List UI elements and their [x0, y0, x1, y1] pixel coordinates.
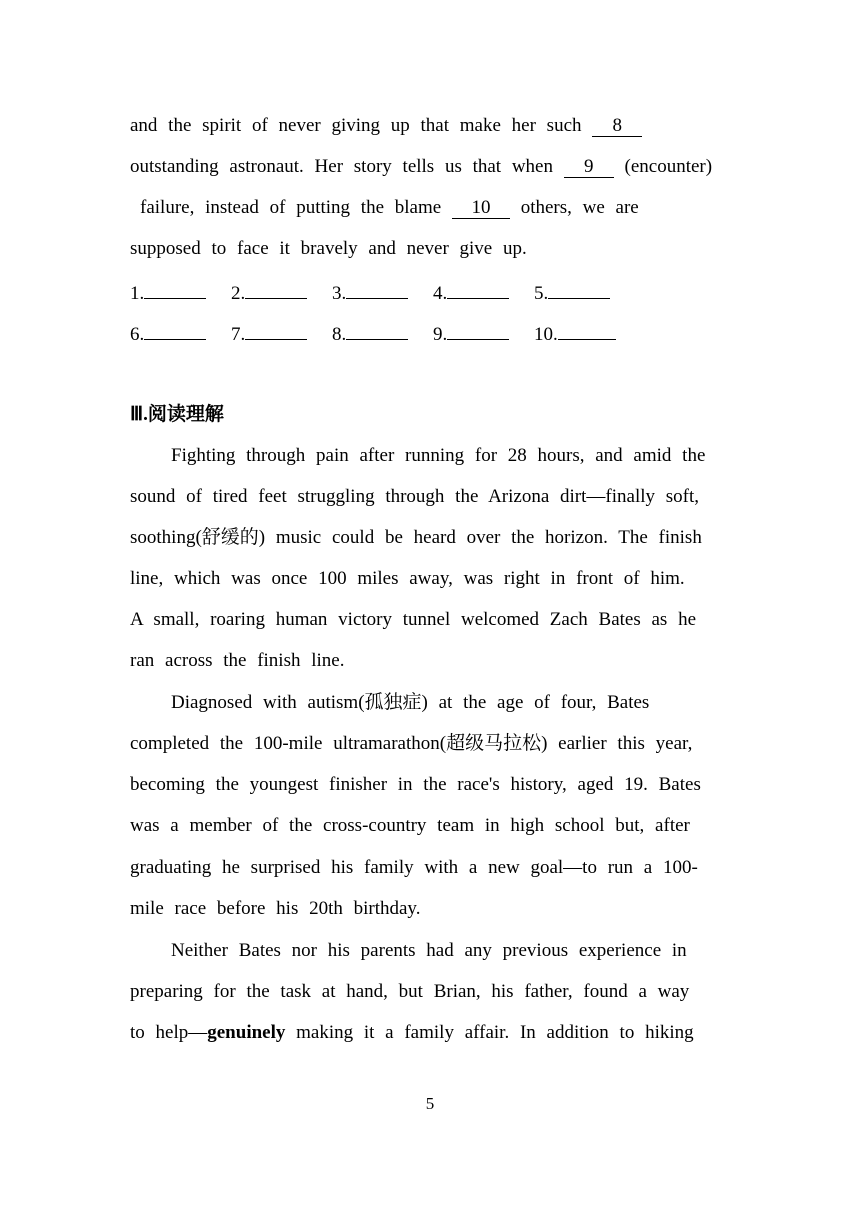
answer-slot: 4.	[433, 280, 509, 306]
answer-row-1	[130, 280, 630, 306]
paragraph-2-line: was a member of the cross-country team in high school but, after	[130, 815, 690, 836]
cloze-text: outstanding astronaut. Her story tells us that when	[130, 156, 553, 177]
cloze-text: and the spirit of never giving up that make her such	[130, 115, 582, 136]
paragraph-text: making it a family affair. In addition to hiking	[296, 1022, 694, 1043]
cloze-line-4: supposed to face it bravely and never give up.	[130, 238, 527, 259]
paragraph-text: to help—	[130, 1022, 208, 1043]
answer-slot: 10.	[534, 321, 616, 347]
cloze-line-1	[130, 114, 642, 138]
paragraph-3-line: Neither Bates nor his parents had any previous experience in	[171, 940, 687, 961]
paragraph-2-line: becoming the youngest finisher in the race's history, aged 19. Bates	[130, 774, 701, 795]
paragraph-1-line: soothing(舒缓的) music could be heard over the horizon. The finish	[130, 527, 702, 548]
paragraph-3-line	[130, 1021, 694, 1045]
answer-slot: 2.	[231, 280, 307, 306]
cloze-line-2	[130, 155, 712, 179]
answer-slot: 3.	[332, 280, 408, 306]
cloze-text: others, we are	[520, 197, 639, 218]
section-numeral: Ⅲ.	[130, 404, 148, 425]
paragraph-2-line: Diagnosed with autism(孤独症) at the age of four, Bates	[171, 692, 650, 713]
answer-slot: 8.	[332, 321, 408, 347]
answer-slot: 6.	[130, 321, 206, 347]
section-title: 阅读理解	[147, 403, 224, 425]
answer-slot: 1.	[130, 280, 206, 306]
cloze-line-3	[140, 196, 639, 220]
paragraph-1-line: sound of tired feet struggling through the Arizona dirt—finally soft,	[130, 486, 700, 507]
bold-keyword: genuinely	[207, 1022, 286, 1043]
cloze-blank-8: 8	[592, 116, 642, 137]
paragraph-1-line: line, which was once 100 miles away, was right in front of him.	[130, 568, 685, 589]
cloze-blank-10: 10	[452, 198, 510, 219]
answer-slot: 9.	[433, 321, 509, 347]
paragraph-1-line: Fighting through pain after running for 28 hours, and amid the	[171, 445, 706, 466]
answer-slot: 5.	[534, 280, 610, 306]
paragraph-1-line: ran across the finish line.	[130, 650, 345, 671]
answer-slot: 7.	[231, 321, 307, 347]
cloze-text: failure, instead of putting the blame	[140, 197, 442, 218]
page-number: 5	[425, 1094, 435, 1113]
section-heading	[130, 402, 224, 427]
paragraph-2-line: graduating he surprised his family with a new goal—to run a 100-	[130, 857, 698, 878]
cloze-blank-9: 9	[564, 157, 614, 178]
paragraph-2-line: mile race before his 20th birthday.	[130, 898, 421, 919]
answer-row-2	[130, 321, 636, 347]
paragraph-2-line: completed the 100-mile ultramarathon(超级马拉松) earlier this year,	[130, 733, 693, 754]
cloze-hint: (encounter)	[624, 156, 713, 177]
paragraph-1-line: A small, roaring human victory tunnel welcomed Zach Bates as he	[130, 609, 696, 630]
paragraph-3-line: preparing for the task at hand, but Brian, his father, found a way	[130, 981, 690, 1002]
